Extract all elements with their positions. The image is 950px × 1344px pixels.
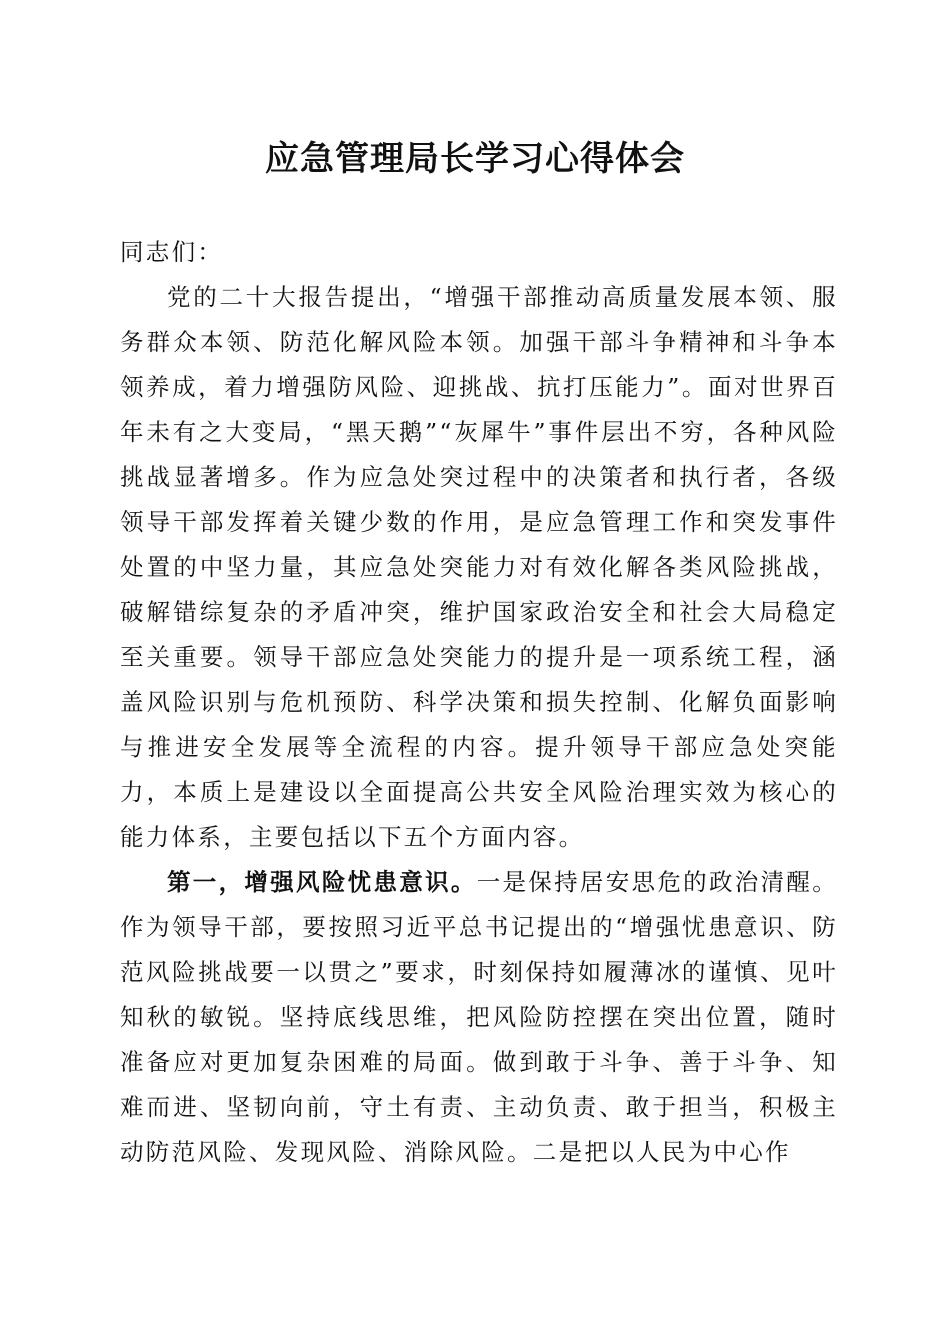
salutation: 同志们： [120, 238, 224, 266]
paragraph-2 [120, 860, 838, 1175]
paragraph-2-lead: 第一，增强风险忧患意识。 [167, 868, 477, 896]
document-body [120, 230, 838, 1175]
document-title: 应急管理局长学习心得体会 [265, 139, 685, 179]
paragraph-1: 党的二十大报告提出，“增强干部推动高质量发展本领、服务群众本领、防范化解风险本领。加强干部斗争精神和斗争本领养成，着力增强防风险、迎挑战、抗打压能力”。面对世界百年未有之大变局，“黑天鹅”“灰犀牛”事件层出不穷，各种风险挑战显著增多。作为应急处突过程中的决策者和执行者，各级领导干部发挥着关键少数的作用，是应急管理工作和突发事件处置的中坚力量，其应急处突能力对有效化解各类风险挑战，破解错综复杂的矛盾冲突，维护国家政治安全和社会大局稳定至关重要。领导干部应急处突能力的提升是一项系统工程，涵盖风险识别与危机预防、科学决策和损失控制、化解负面影响与推进安全发展等全流程的内容。提升领导干部应急处突能力，本质上是建设以全面提高公共安全风险治理实效为核心的能力体系，主要包括以下五个方面内容。 [120, 283, 838, 851]
paragraph-2-text: 一是保持居安思危的政治清醒。作为领导干部，要按照习近平总书记提出的“增强忧患意识、防范风险挑战要一以贯之”要求，时刻保持如履薄冰的谨慎、见叶知秋的敏锐。坚持底线思维，把风险防控摆在突出位置，随时准备应对更加复杂困难的局面。做到敢于斗争、善于斗争、知难而进、坚韧向前，守土有责、主动负责、敢于担当，积极主动防范风险、发现风险、消除风险。二是把以人民为中心作 [120, 868, 839, 1166]
